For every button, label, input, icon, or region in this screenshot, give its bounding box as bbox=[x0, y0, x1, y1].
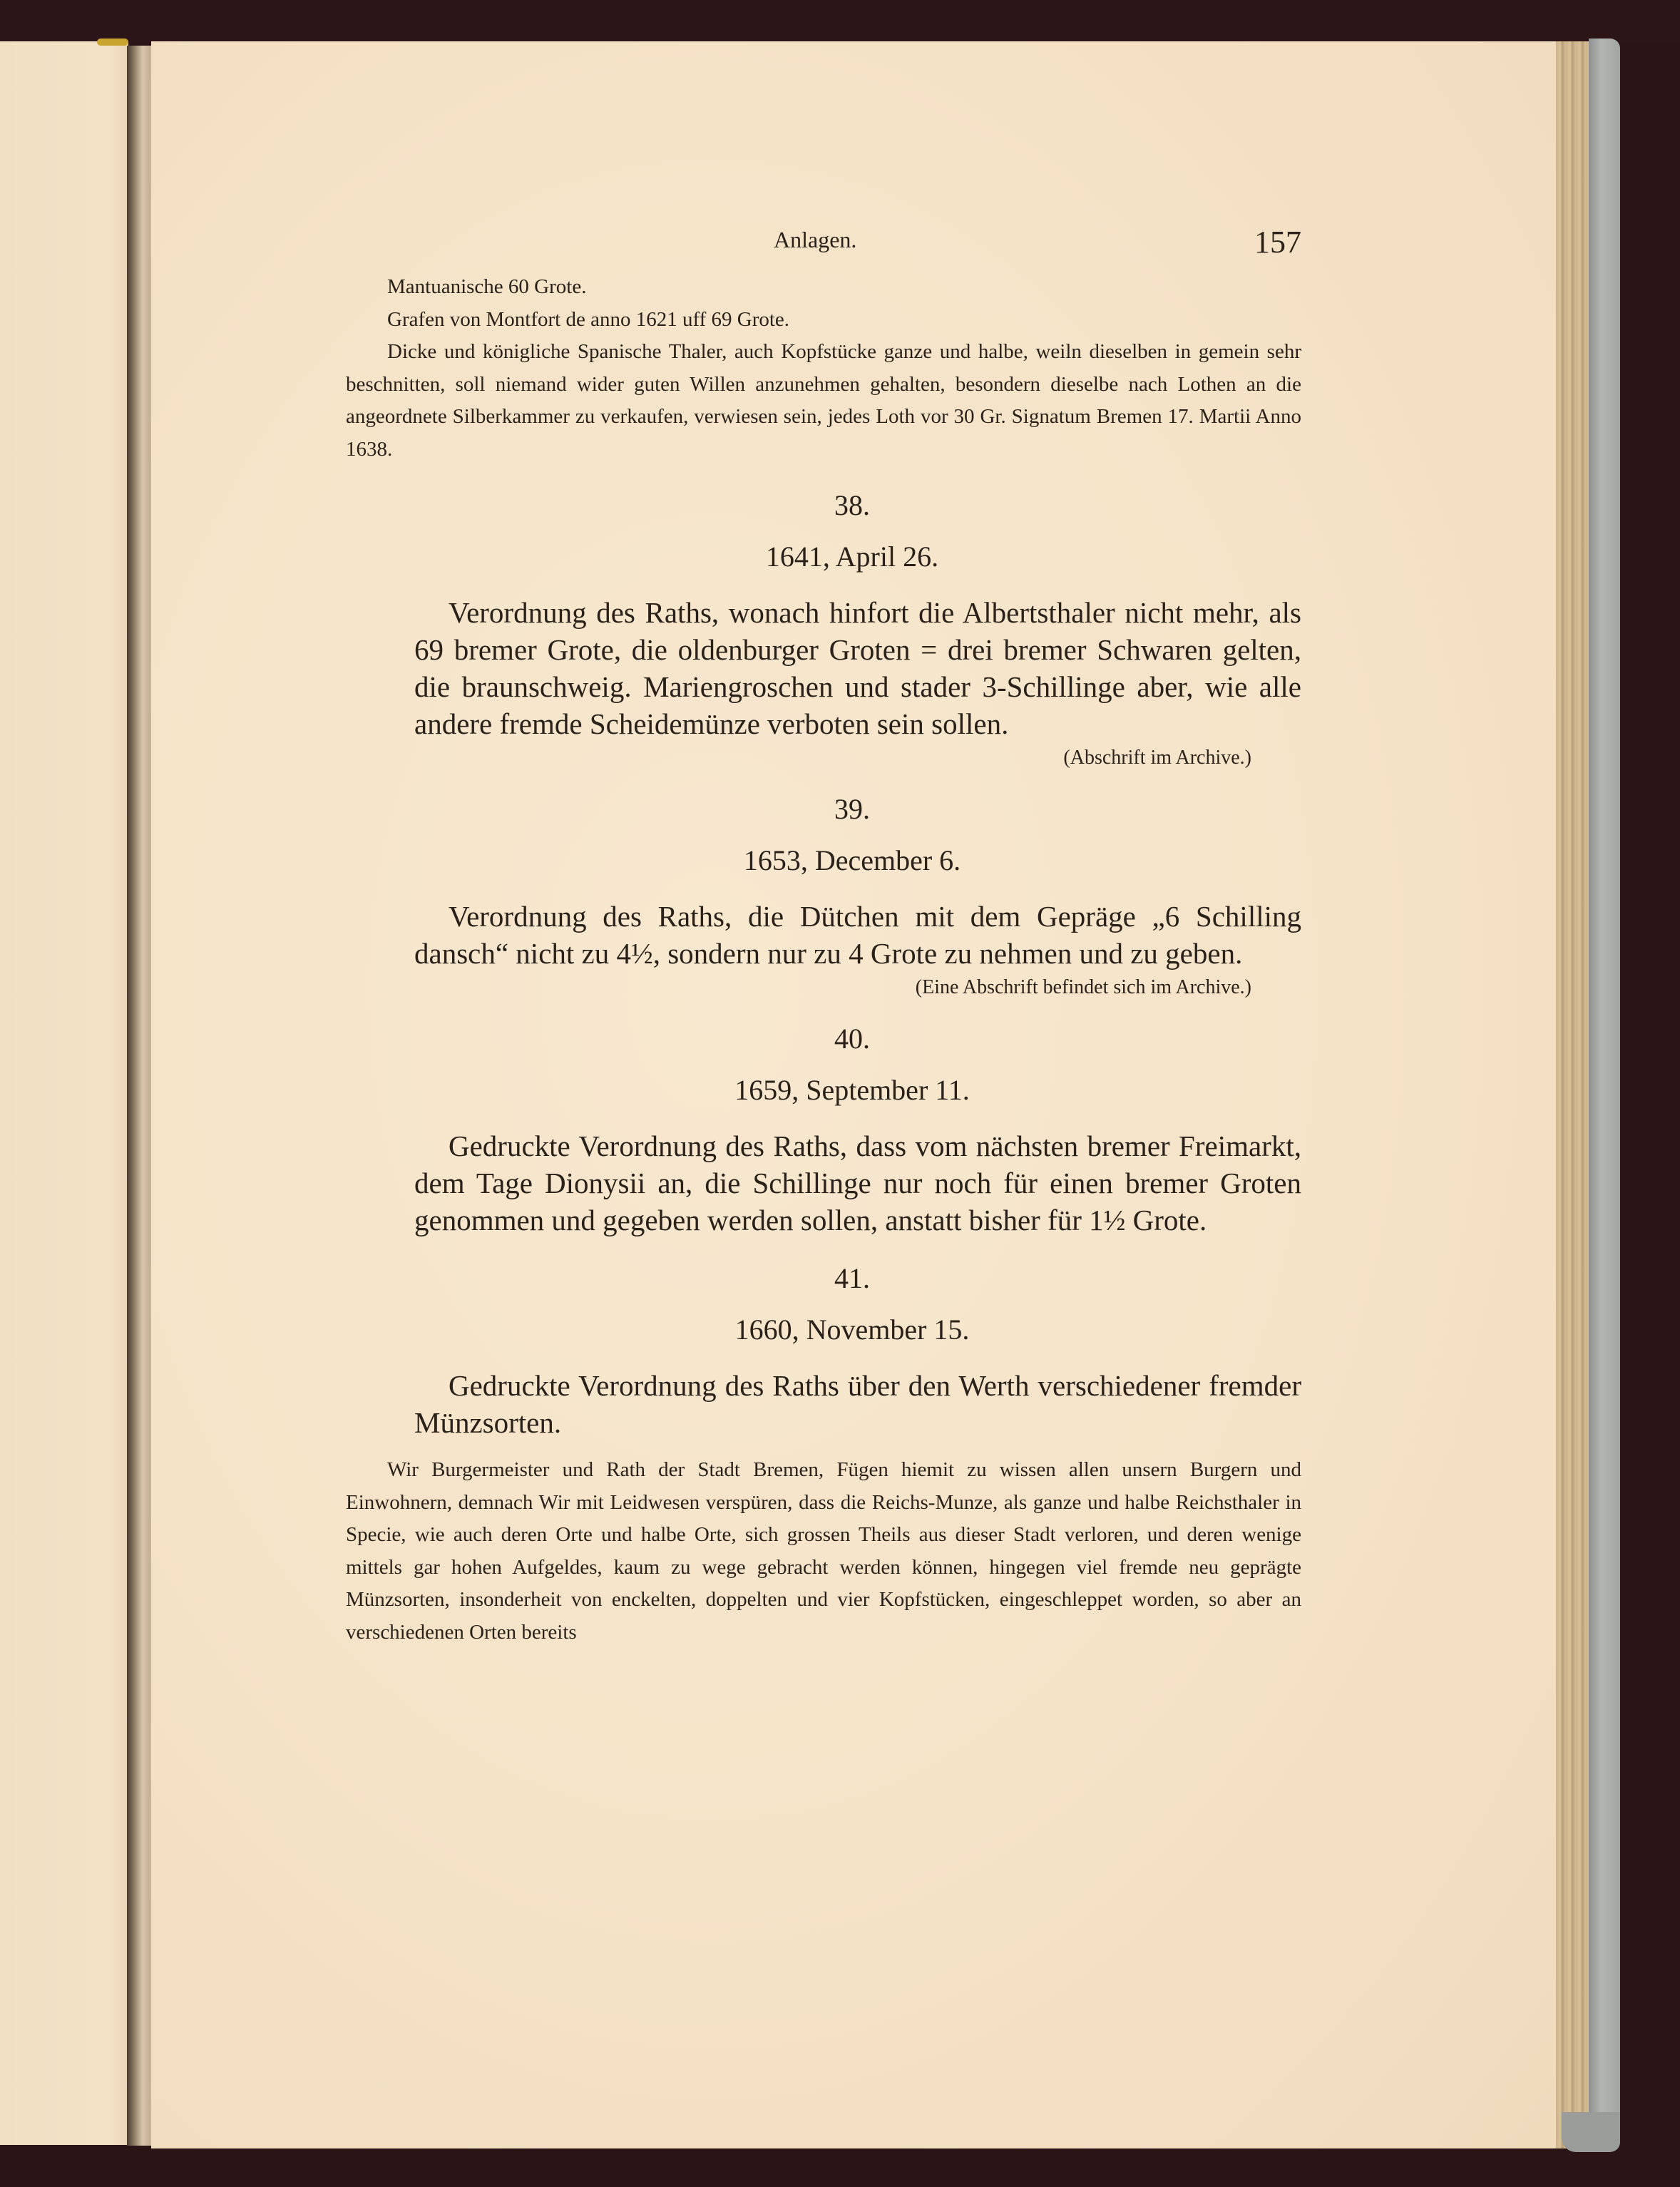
entry-summary bbox=[414, 594, 1301, 742]
intro-block bbox=[346, 271, 1301, 466]
intro-paragraph: Dicke und königliche Spanische Thaler, auch Kopfstücke ganze und halbe, weiln dieselben in gemein sehr beschnitten, soll niemand wider guten Willen anzunehmen gehalten, besondern dieselbe nach Lothen an die angeordnete Silberkammer zu verkaufen, verwiesen sein, jedes Loth vor 30 Gr. Signatum Bremen 17. Martii Anno 1638. bbox=[346, 340, 1301, 461]
dark-background bbox=[0, 0, 1680, 44]
entry-number: 41. bbox=[834, 1262, 870, 1294]
page-number: 157 bbox=[1254, 225, 1301, 260]
page-content bbox=[346, 214, 1301, 1649]
gilt-edge bbox=[97, 39, 128, 46]
ordinance-text: Wir Burgermeister und Rath der Stadt Bremen, Fügen hiemit zu wissen allen unsern Burgern und Einwohnern, demnach Wir mit Leidwesen verspüren, dass die Reichs-Munze, als ganze und halbe Reichsthaler in Specie, wie auch deren Orte und halbe Orte, sich grossen Theils aus dieser Stadt verloren, und deren wenige mittels gar hohen Aufgeldes, kaum zu wege gebracht werden können, hingegen viel fremde neu geprägte Münzsorten, insonderheit von enckelten, doppelten und vier Kopfstücken, eingeschleppet worden, so aber an verschiedenen Orten bereits bbox=[346, 1458, 1301, 1644]
entry-number: 40. bbox=[834, 1023, 870, 1055]
entry-number: 39. bbox=[834, 793, 870, 825]
left-page-edge bbox=[0, 41, 128, 2145]
entry-38 bbox=[346, 484, 1301, 769]
book-cover-binding bbox=[1589, 39, 1620, 2151]
entry-date: 1660, November 15. bbox=[734, 1313, 970, 1346]
intro-line: Grafen von Montfort de anno 1621 uff 69 Grote. bbox=[387, 307, 790, 331]
entry-summary-text: Gedruckte Verordnung des Raths über den Werth verschiedener fremder Münzsorten. bbox=[414, 1369, 1301, 1439]
entry-summary-text: Verordnung des Raths, wonach hinfort die Albertsthaler nicht mehr, als 69 bremer Grote, die oldenburger Groten = drei bremer Schwaren gelten, die braunschweig. Mariengroschen und stader 3-Schillinge aber, wie alle andere fremde Scheidemünze verboten sein sollen. bbox=[414, 596, 1301, 740]
entry-summary bbox=[414, 1127, 1301, 1239]
entry-number: 38. bbox=[834, 489, 870, 521]
entry-40 bbox=[346, 1018, 1301, 1239]
intro-line: Mantuanische 60 Grote. bbox=[387, 275, 587, 298]
running-title: Anlagen. bbox=[774, 227, 857, 252]
entry-source: (Eine Abschrift befindet sich im Archive.) bbox=[915, 976, 1251, 998]
running-header bbox=[346, 214, 1301, 271]
entry-summary bbox=[414, 1367, 1301, 1441]
page-block-edges bbox=[1556, 41, 1590, 2148]
entry-date: 1641, April 26. bbox=[765, 541, 939, 573]
entry-summary-text: Gedruckte Verordnung des Raths, dass vom nächsten bremer Freimarkt, dem Tage Dionysii an, die Schillinge nur noch für einen bremer Groten genommen und gegeben werden sollen, anstatt bisher für 1½ Grote. bbox=[414, 1130, 1301, 1236]
entry-date: 1659, September 11. bbox=[734, 1074, 970, 1106]
entry-summary bbox=[414, 898, 1301, 972]
entry-39 bbox=[346, 788, 1301, 999]
entry-source: (Abschrift im Archive.) bbox=[1063, 747, 1251, 769]
entry-date: 1653, December 6. bbox=[743, 844, 961, 876]
ordinance-text-block bbox=[346, 1454, 1301, 1649]
entry-summary-text: Verordnung des Raths, die Dütchen mit dem Gepräge „6 Schilling dansch“ nicht zu 4½, sondern nur zu 4 Grote zu nehmen und zu geben. bbox=[414, 900, 1301, 970]
book-cover-corner bbox=[1562, 2112, 1620, 2152]
entry-41 bbox=[346, 1257, 1301, 1441]
